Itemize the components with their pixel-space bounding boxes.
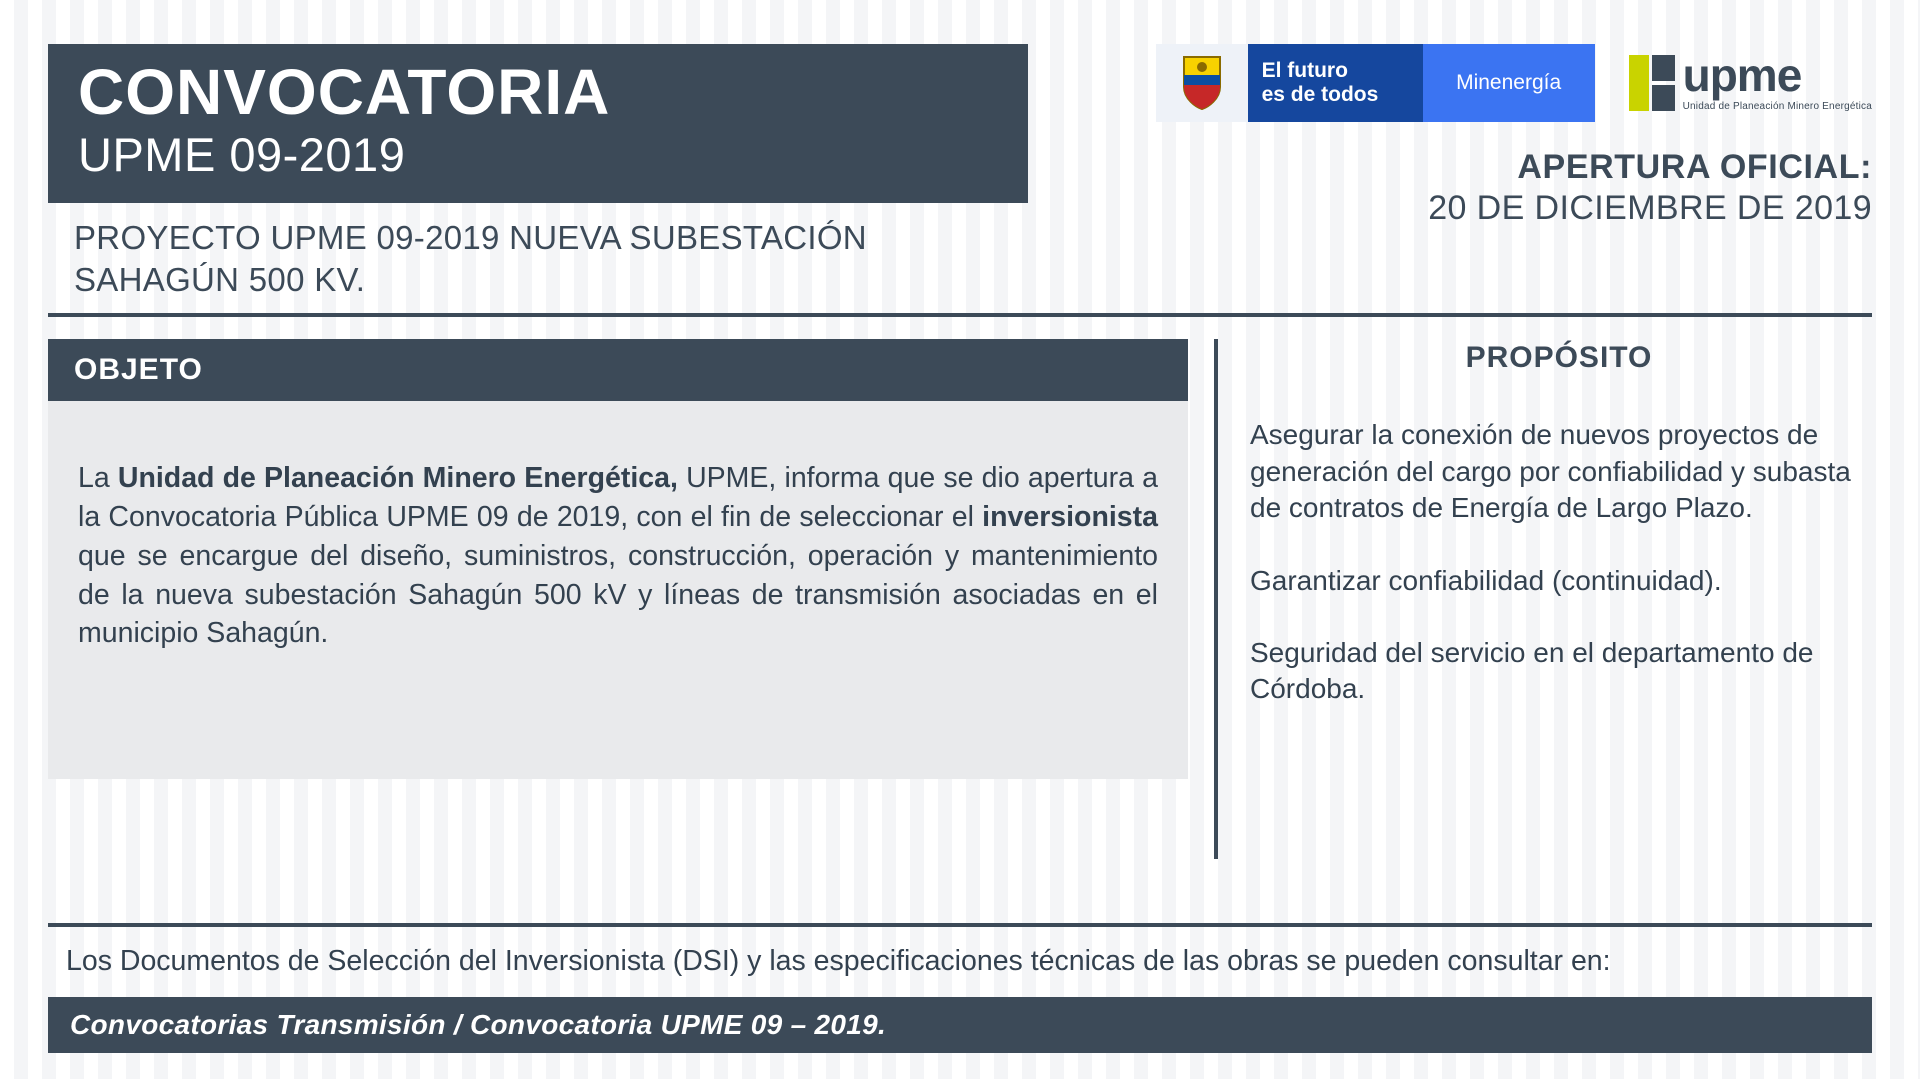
upme-logo-text bbox=[1682, 49, 1872, 112]
apertura-label: APERTURA OFICIAL: bbox=[1517, 148, 1872, 186]
title-bar bbox=[48, 44, 1028, 203]
proposito-item: Seguridad del servicio en el departamento de Córdoba. bbox=[1250, 636, 1814, 705]
documents-link-bar[interactable]: Convocatorias Transmisión / Convocatoria UPME 09 – 2019. bbox=[48, 997, 1872, 1053]
upme-mark-icon bbox=[1629, 55, 1675, 111]
project-name: PROYECTO UPME 09-2019 NUEVA SUBESTACIÓN SAHAGÚN 500 KV. bbox=[74, 218, 867, 299]
logo-area bbox=[1042, 44, 1872, 228]
proposito-heading: PROPÓSITO bbox=[1465, 341, 1653, 375]
page-subtitle: UPME 09-2019 bbox=[78, 128, 406, 182]
column-divider bbox=[1214, 339, 1218, 859]
proposito-panel bbox=[1246, 339, 1872, 859]
upme-logo bbox=[1629, 44, 1872, 122]
proposito-item: Garantizar confiabilidad (continuidad). bbox=[1250, 564, 1722, 596]
government-logo-row bbox=[1156, 44, 1872, 122]
objeto-heading: OBJETO bbox=[48, 339, 1188, 401]
objeto-text bbox=[78, 459, 1158, 653]
apertura-date: 20 DE DICIEMBRE DE 2019 bbox=[1428, 189, 1872, 227]
objeto-body bbox=[48, 401, 1188, 779]
upme-tagline: Unidad de Planeación Minero Energética bbox=[1682, 100, 1872, 112]
footer-note: Los Documentos de Selección del Inversionista (DSI) y las especificaciones técnicas de las obras se pueden consultar en: bbox=[66, 945, 1611, 978]
main-content bbox=[48, 339, 1872, 859]
objeto-emphasis: inversionista bbox=[982, 501, 1158, 534]
colombia-coat-of-arms-icon bbox=[1156, 44, 1248, 122]
futuro-line-1: El futuro bbox=[1261, 59, 1348, 83]
objeto-segment: La bbox=[78, 462, 118, 495]
header bbox=[48, 0, 1872, 301]
futuro-logo bbox=[1248, 44, 1423, 122]
proposito-list bbox=[1246, 417, 1872, 707]
page-title: CONVOCATORIA bbox=[78, 56, 611, 128]
objeto-segment: UPME, informa que se dio apertura a la Convocatoria Pública UPME 09 de 2019, con el fin de seleccionar el bbox=[78, 462, 1159, 534]
objeto-segment: que se encargue del diseño, suministros, construcción, operación y mantenimiento de la nueva subestación Sahagún 500 kV y líneas de transmisión asociadas en el municipio Sahagún. bbox=[78, 539, 1158, 650]
proposito-item: Asegurar la conexión de nuevos proyectos de generación del cargo por confiabilidad y subasta de contratos de Energía de Largo Plazo. bbox=[1250, 419, 1851, 524]
futuro-line-2: es de todos bbox=[1261, 83, 1379, 106]
ministry-logo: Minenergía bbox=[1423, 44, 1595, 122]
footer-divider bbox=[48, 923, 1872, 927]
footer bbox=[48, 923, 1872, 1053]
objeto-emphasis: Unidad de Planeación Minero Energética, bbox=[117, 462, 678, 495]
upme-wordmark: upme bbox=[1682, 49, 1802, 102]
objeto-panel bbox=[48, 339, 1188, 859]
title-block bbox=[48, 44, 1028, 301]
header-divider bbox=[48, 313, 1872, 317]
apertura-block bbox=[1042, 148, 1872, 228]
